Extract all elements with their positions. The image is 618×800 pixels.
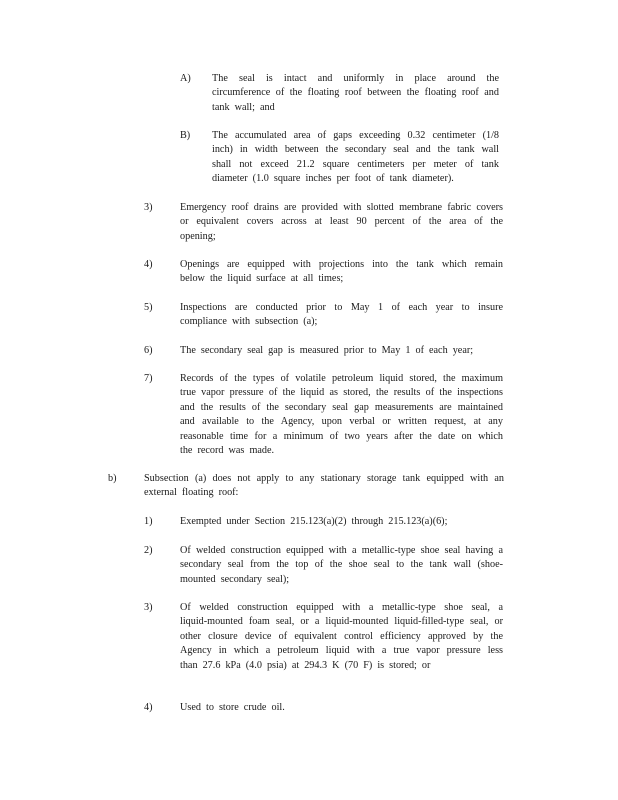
item-text: Of welded construction equipped with a metallic-type shoe seal having a secondary seal from the top of the shoe seal to the tank wall (shoe-mounted secondary seal);	[180, 545, 503, 585]
item-label: 4)	[144, 259, 153, 270]
item-text: Exempted under Section 215.123(a)(2) through 215.123(a)(6);	[180, 516, 448, 527]
item-label: 6)	[144, 345, 153, 356]
item-label: 2)	[144, 545, 153, 556]
item-label: 3)	[144, 202, 153, 213]
item-text: Used to store crude oil.	[180, 702, 285, 713]
item-text: The accumulated area of gaps exceeding 0.32 centimeter (1/8 inch) in width between the secondary seal and the tank wall shall not exceed 21.2 square centimeters per meter of tank diameter (1.0 square inches per foot of tank diameter).	[212, 130, 499, 185]
item-text: Inspections are conducted prior to May 1 of each year to insure compliance with subsection (a);	[180, 302, 503, 328]
item-text: The seal is intact and uniformly in place around the circumference of the floating roof between the floating roof and tank wall; and	[212, 73, 499, 113]
item-label: 5)	[144, 302, 153, 313]
item-text: Records of the types of volatile petroleum liquid stored, the maximum true vapor pressure of the liquid as stored, the results of the inspections and the results of the secondary seal gap measurements are maintained and available to the Agency, upon verbal or written request, at any reasonable time for a minimum of two years after the date on which the record was made.	[180, 373, 503, 457]
section-label: b)	[108, 473, 117, 484]
item-label: B)	[180, 130, 191, 141]
item-label: 4)	[144, 702, 153, 713]
section-text: Subsection (a) does not apply to any stationary storage tank equipped with an external floating roof:	[144, 473, 504, 499]
item-label: 3)	[144, 602, 153, 613]
item-label: 1)	[144, 516, 153, 527]
item-text: Emergency roof drains are provided with slotted membrane fabric covers or equivalent covers across at least 90 percent of the area of the opening;	[180, 202, 503, 242]
item-text: Openings are equipped with projections into the tank which remain below the liquid surface at all times;	[180, 259, 503, 285]
item-label: 7)	[144, 373, 153, 384]
item-text: The secondary seal gap is measured prior to May 1 of each year;	[180, 345, 474, 356]
item-label: A)	[180, 73, 191, 84]
item-text: Of welded construction equipped with a metallic-type shoe seal, a liquid-mounted foam seal, or a liquid-mounted liquid-filled-type seal, or other closure device of equivalent control efficiency approved by the Agency in which a petroleum liquid with a true vapor pressure less than 27.6 kPa (4.0 psia) at 294.3 K (70 F) is stored; or	[180, 602, 503, 671]
